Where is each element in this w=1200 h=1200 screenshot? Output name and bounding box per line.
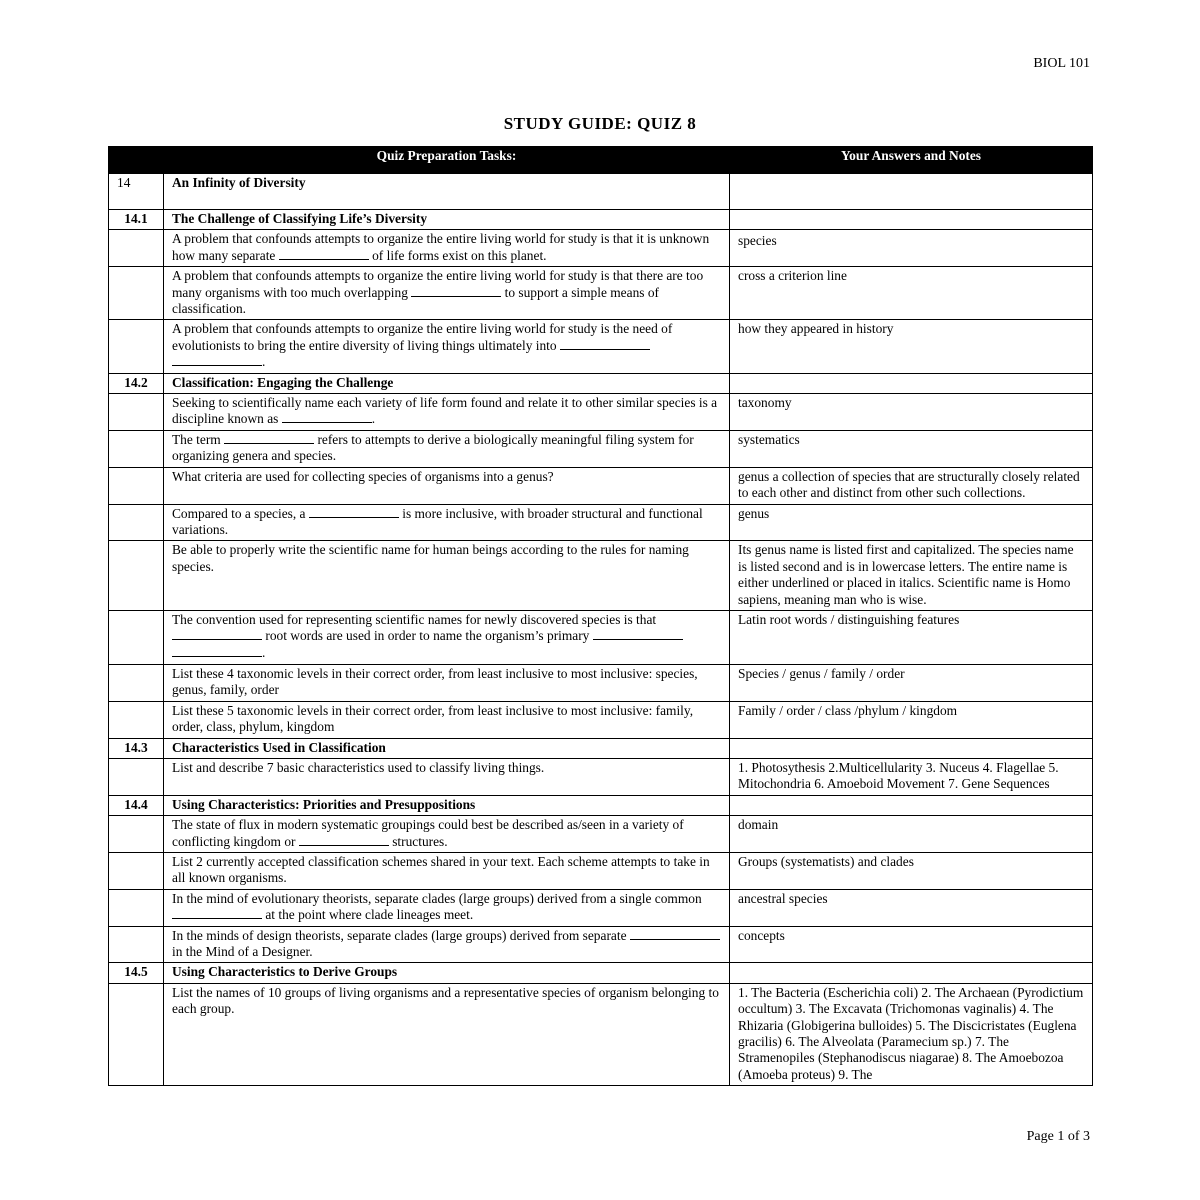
answer-cell[interactable]: genus a collection of species that are structurally closely related to each other and distinct from other such collections. xyxy=(730,467,1093,504)
answer-cell[interactable] xyxy=(730,210,1093,230)
table-row xyxy=(109,664,1093,701)
row-number-cell xyxy=(109,504,164,541)
answer-cell[interactable] xyxy=(730,373,1093,393)
table-row xyxy=(109,853,1093,890)
table-row xyxy=(109,320,1093,373)
row-number-cell xyxy=(109,853,164,890)
row-number-cell xyxy=(109,816,164,853)
table-row xyxy=(109,467,1093,504)
row-number-cell xyxy=(109,758,164,795)
fill-blank[interactable] xyxy=(282,411,372,423)
table-row xyxy=(109,430,1093,467)
row-number-cell xyxy=(109,267,164,320)
section-row xyxy=(109,963,1093,983)
section-title: The Challenge of Classifying Life’s Diversity xyxy=(164,210,730,230)
row-number-cell xyxy=(109,701,164,738)
task-cell: List these 4 taxonomic levels in their correct order, from least inclusive to most inclusive: species, genus, family, order xyxy=(164,664,730,701)
task-cell: List and describe 7 basic characteristics used to classify living things. xyxy=(164,758,730,795)
course-code: BIOL 101 xyxy=(1033,56,1090,71)
row-number-cell xyxy=(109,610,164,664)
fill-blank[interactable] xyxy=(309,506,399,518)
answer-cell[interactable]: domain xyxy=(730,816,1093,853)
section-title: Classification: Engaging the Challenge xyxy=(164,373,730,393)
table-row xyxy=(109,541,1093,611)
fill-blank[interactable] xyxy=(560,338,650,350)
fill-blank[interactable] xyxy=(172,645,262,657)
task-cell: A problem that confounds attempts to organize the entire living world for study is the need of evolutionists to bring the entire diversity of living things ultimately into . xyxy=(164,320,730,373)
answer-cell[interactable]: cross a criterion line xyxy=(730,267,1093,320)
answer-cell[interactable]: ancestral species xyxy=(730,889,1093,926)
column-header-tasks: Quiz Preparation Tasks: xyxy=(164,147,730,174)
study-guide-table xyxy=(108,146,1093,1086)
answer-cell[interactable]: Groups (systematists) and clades xyxy=(730,853,1093,890)
table-header-row xyxy=(109,147,1093,174)
section-number: 14.4 xyxy=(109,795,164,815)
task-cell: Seeking to scientifically name each variety of life form found and relate it to other similar species is a discipline known as . xyxy=(164,394,730,431)
page-number: Page 1 of 3 xyxy=(1026,1129,1090,1144)
header-spacer xyxy=(109,147,164,174)
column-header-answers: Your Answers and Notes xyxy=(730,147,1093,174)
task-cell: The convention used for representing scientific names for newly discovered species is that root words are used in order to name the organism’s primary . xyxy=(164,610,730,664)
row-number-cell xyxy=(109,926,164,963)
answer-cell[interactable]: 1. Photosythesis 2.Multicellularity 3. Nuceus 4. Flagellae 5. Mitochondria 6. Amoeboid Movement 7. Gene Sequences xyxy=(730,758,1093,795)
table-row xyxy=(109,926,1093,963)
task-cell: List these 5 taxonomic levels in their correct order, from least inclusive to most inclusive: family, order, class, phylum, kingdom xyxy=(164,701,730,738)
task-cell: Compared to a species, a is more inclusive, with broader structural and functional variations. xyxy=(164,504,730,541)
chapter-row xyxy=(109,174,1093,210)
answer-cell[interactable]: genus xyxy=(730,504,1093,541)
section-row xyxy=(109,795,1093,815)
answer-cell[interactable] xyxy=(730,174,1093,210)
section-number: 14.3 xyxy=(109,738,164,758)
answer-cell[interactable]: Species / genus / family / order xyxy=(730,664,1093,701)
section-row xyxy=(109,373,1093,393)
answer-cell[interactable] xyxy=(730,795,1093,815)
answer-cell[interactable]: Its genus name is listed first and capitalized. The species name is listed second and is in lowercase letters. The entire name is either underlined or placed in italics. Scientific name is Homo sapiens, meaning man who is wise. xyxy=(730,541,1093,611)
task-cell: The term refers to attempts to derive a biologically meaningful filing system for organizing genera and species. xyxy=(164,430,730,467)
chapter-title: An Infinity of Diversity xyxy=(164,174,730,210)
answer-cell[interactable] xyxy=(730,963,1093,983)
answer-cell[interactable]: 1. The Bacteria (Escherichia coli) 2. The Archaean (Pyrodictium occultum) 3. The Excavata (Trichomonas vaginalis) 4. The Rhizaria (Globigerina bulloides) 5. The Discicristates (Euglena gracilis) 6. The Alveolata (Paramecium sp.) 7. The Stramenopiles (Stephanodiscus niagarae) 8. The Amoebozoa (Amoeba proteus) 9. The xyxy=(730,983,1093,1085)
row-number-cell xyxy=(109,394,164,431)
task-cell: The state of flux in modern systematic groupings could best be described as/seen in a variety of conflicting kingdom or structures. xyxy=(164,816,730,853)
table-row xyxy=(109,758,1093,795)
task-cell: In the mind of evolutionary theorists, separate clades (large groups) derived from a single common at the point where clade lineages meet. xyxy=(164,889,730,926)
task-cell: List the names of 10 groups of living organisms and a representative species of organism belonging to each group. xyxy=(164,983,730,1085)
task-cell: In the minds of design theorists, separate clades (large groups) derived from separate in the Mind of a Designer. xyxy=(164,926,730,963)
task-cell: What criteria are used for collecting species of organisms into a genus? xyxy=(164,467,730,504)
answer-cell[interactable]: systematics xyxy=(730,430,1093,467)
row-number-cell xyxy=(109,230,164,267)
page-title: STUDY GUIDE: QUIZ 8 xyxy=(503,114,697,133)
table-row xyxy=(109,816,1093,853)
section-row xyxy=(109,210,1093,230)
row-number-cell xyxy=(109,320,164,373)
section-title: Using Characteristics to Derive Groups xyxy=(164,963,730,983)
section-number: 14.5 xyxy=(109,963,164,983)
row-number-cell xyxy=(109,541,164,611)
row-number-cell xyxy=(109,467,164,504)
answer-cell[interactable]: how they appeared in history xyxy=(730,320,1093,373)
table-row xyxy=(109,701,1093,738)
table-row xyxy=(109,394,1093,431)
section-title: Characteristics Used in Classification xyxy=(164,738,730,758)
table-row xyxy=(109,889,1093,926)
answer-cell[interactable] xyxy=(730,738,1093,758)
answer-cell[interactable]: taxonomy xyxy=(730,394,1093,431)
fill-blank[interactable] xyxy=(593,628,683,640)
answer-cell[interactable]: Latin root words / distinguishing features xyxy=(730,610,1093,664)
row-number-cell xyxy=(109,889,164,926)
task-cell: Be able to properly write the scientific name for human beings according to the rules for naming species. xyxy=(164,541,730,611)
fill-blank[interactable] xyxy=(172,907,262,919)
row-number-cell xyxy=(109,664,164,701)
fill-blank[interactable] xyxy=(411,285,501,297)
answer-cell[interactable]: concepts xyxy=(730,926,1093,963)
row-number-cell xyxy=(109,430,164,467)
table-row xyxy=(109,230,1093,267)
task-cell: A problem that confounds attempts to organize the entire living world for study is that there are too many organisms with too much overlapping to support a simple means of classification. xyxy=(164,267,730,320)
table-row xyxy=(109,267,1093,320)
answer-cell[interactable]: Family / order / class /phylum / kingdom xyxy=(730,701,1093,738)
fill-blank[interactable] xyxy=(172,628,262,640)
table-row xyxy=(109,504,1093,541)
chapter-number: 14 xyxy=(109,174,164,210)
section-title: Using Characteristics: Priorities and Presuppositions xyxy=(164,795,730,815)
task-cell: A problem that confounds attempts to organize the entire living world for study is that it is unknown how many separate of life forms exist on this planet. xyxy=(164,230,730,267)
task-cell: List 2 currently accepted classification schemes shared in your text. Each scheme attempts to take in all known organisms. xyxy=(164,853,730,890)
table-row xyxy=(109,610,1093,664)
section-row xyxy=(109,738,1093,758)
row-number-cell xyxy=(109,983,164,1085)
section-number: 14.2 xyxy=(109,373,164,393)
answer-cell[interactable]: species xyxy=(730,230,1093,267)
fill-blank[interactable] xyxy=(172,354,262,366)
fill-blank[interactable] xyxy=(630,928,720,940)
table-row xyxy=(109,983,1093,1085)
fill-blank[interactable] xyxy=(224,432,314,444)
fill-blank[interactable] xyxy=(279,248,369,260)
section-number: 14.1 xyxy=(109,210,164,230)
fill-blank[interactable] xyxy=(299,834,389,846)
